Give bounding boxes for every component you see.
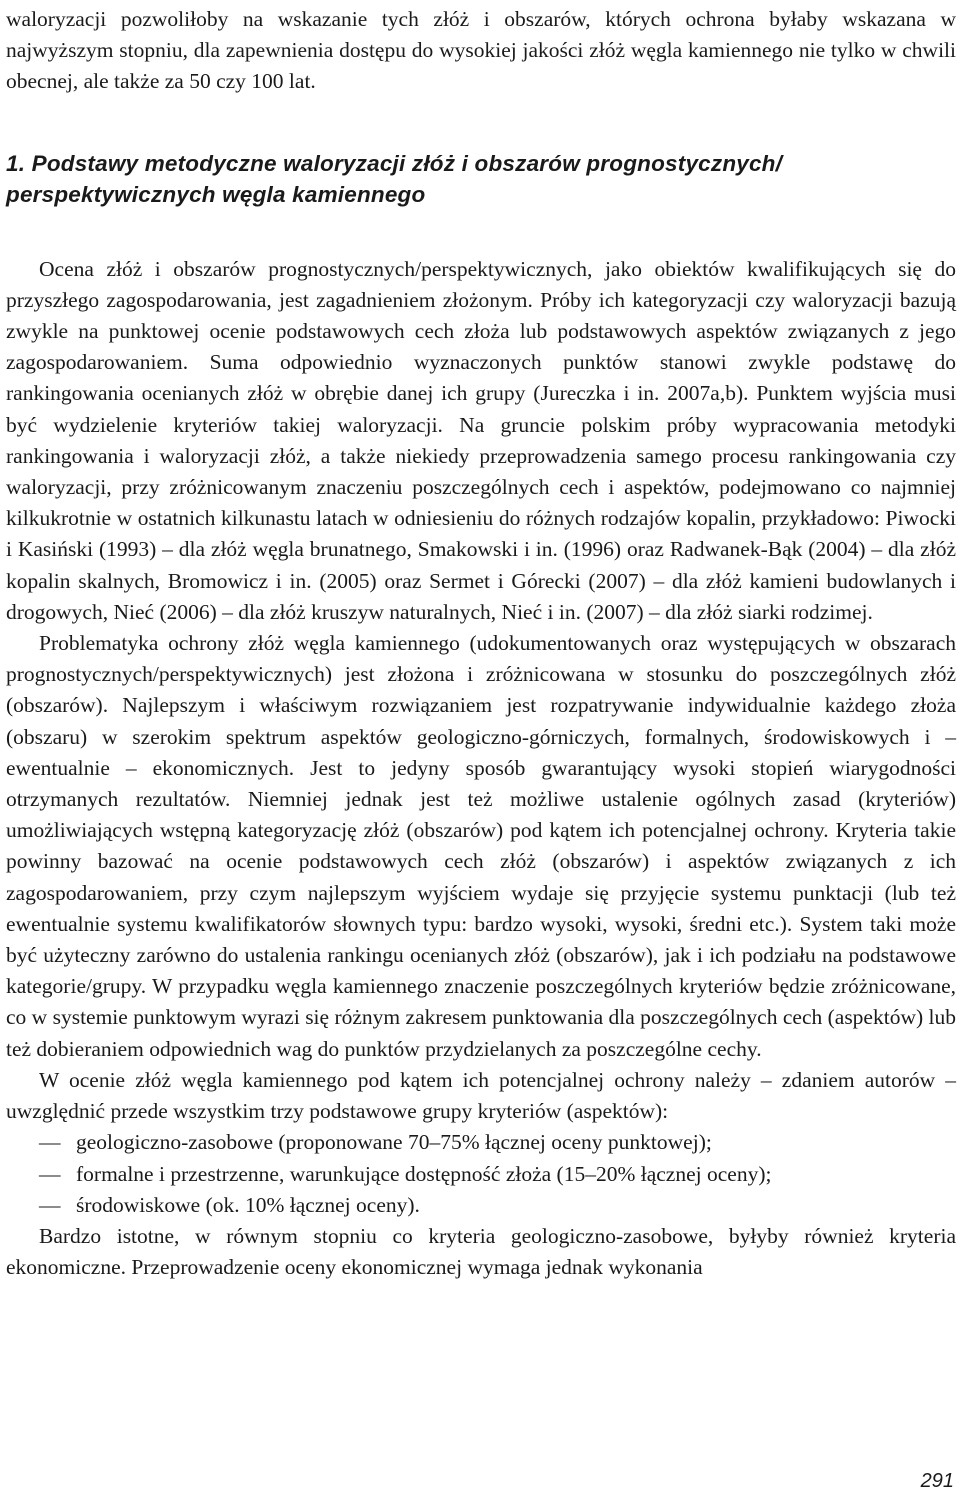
list-item [6, 1159, 956, 1190]
body-paragraph-3: W ocenie złóż węgla kamiennego pod kątem ich potencjalnej ochrony należy – zdaniem autorów – uwzględnić przede wszystkim trzy podstawowe grupy kryteriów (aspektów): [6, 1067, 956, 1124]
list-item [6, 1190, 956, 1221]
dash-marker: — [39, 1192, 61, 1217]
body-paragraph-2: Problematyka ochrony złóż węgla kamiennego (udokumentowanych oraz występujących w obszarach prognostycznych/perspektywicznych) jest złożona i zróżnicowana w stosunku do poszczególnych złóż (obszarów). Najlepszym i właściwym rozwiązaniem jest rozpatrywanie indywidualnie każdego złoża (obszaru) w szerokim spektrum aspektów geologiczno-górniczych, formalnych, środowiskowych i – ewentualnie – ekonomicznych. Jest to jedyny sposób gwarantujący wysoki stopień wiarygodności otrzymanych rezultatów. Niemniej jednak jest też możliwe ustalenie ogólnych zasad (kryteriów) umożliwiających wstępną kategoryzację złóż (obszarów) pod kątem ich potencjalnej ochrony. Kryteria takie powinny bazować na ocenie podstawowych cech złóż (obszarów) i aspektów związanych z ich zagospodarowaniem, przy czym najlepszym wyjściem wydaje się przyjęcie systemu punktacji (lub też ewentualnie systemu kwalifikatorów słownych typu: bardzo wysoki, wysoki, średni etc.). System taki może być użyteczny zarówno do ustalenia rankingu ocenianych złóż (obszarów), jak i ich podziału na podstawowe kategorie/grupy. W przypadku węgla kamiennego znaczenie poszczególnych kryteriów będzie zróżnicowane, co w systemie punktowym wyrazi się różnym zakresem punktowania dla poszczególnych cech (aspektów) lub też dobieraniem odpowiednich wag do punktów przydzielanych za poszczególne cechy. [6, 631, 956, 1061]
section-heading: 1. Podstawy metodyczne waloryzacji złóż i obszarów prognostycznych/ perspektywicznych węgla kamiennego [6, 150, 783, 207]
document-page [6, 4, 956, 1283]
page-number: 291 [920, 1470, 954, 1492]
dash-marker: — [39, 1161, 61, 1186]
criteria-list [6, 1127, 956, 1221]
list-item-text: geologiczno-zasobowe (proponowane 70–75% łącznej oceny punktowej); [76, 1130, 712, 1155]
intro-paragraph: waloryzacji pozwoliłoby na wskazanie tych złóż i obszarów, których ochrona byłaby wskazana w najwyższym stopniu, dla zapewnienia dostępu do wysokiej jakości złóż węgla kamiennego nie tylko w chwili obecnej, ale także za 50 czy 100 lat. [6, 7, 956, 94]
list-item-text: środowiskowe (ok. 10% łącznej oceny). [76, 1192, 420, 1217]
list-item [6, 1127, 956, 1158]
dash-marker: — [39, 1130, 61, 1155]
list-item-text: formalne i przestrzenne, warunkujące dostępność złoża (15–20% łącznej oceny); [76, 1161, 772, 1186]
body-paragraph-1: Ocena złóż i obszarów prognostycznych/perspektywicznych, jako obiektów kwalifikujących się do przyszłego zagospodarowania, jest zagadnieniem złożonym. Próby ich kategoryzacji czy waloryzacji bazują zwykle na punktowej ocenie podstawowych cech złoża lub podstawowych aspektów związanych z jego zagospodarowaniem. Suma odpowiednio wyznaczonych punktów stanowi zwykle podstawę do rankingowania ocenianych złóż w obrębie danej ich grupy (Jureczka i in. 2007a,b). Punktem wyjścia musi być wydzielenie kryteriów takiej waloryzacji. Na gruncie polskim próby wypracowania metodyki rankingowania i waloryzacji złóż, a także niekiedy przeprowadzenia samego procesu rankingowania czy waloryzacji, przy zróżnicowanym znaczeniu poszczególnych cech i aspektów, podejmowano co najmniej kilkukrotnie w ostatnich kilkunastu latach w odniesieniu do różnych rodzajów kopalin, przykładowo: Piwocki i Kasiński (1993) – dla złóż węgla brunatnego, Smakowski i in. (1996) oraz Radwanek-Bąk (2004) – dla złóż kopalin skalnych, Bromowicz i in. (2005) oraz Sermet i Górecki (2007) – dla złóż kamieni budowlanych i drogowych, Nieć (2006) – dla złóż kruszyw naturalnych, Nieć i in. (2007) – dla złóż siarki rodzimej. [6, 256, 956, 624]
closing-paragraph: Bardzo istotne, w równym stopniu co kryteria geologiczno-zasobowe, byłyby również kryteria ekonomiczne. Przeprowadzenie oceny ekonomicznej wymaga jednak wykonania [6, 1223, 956, 1280]
